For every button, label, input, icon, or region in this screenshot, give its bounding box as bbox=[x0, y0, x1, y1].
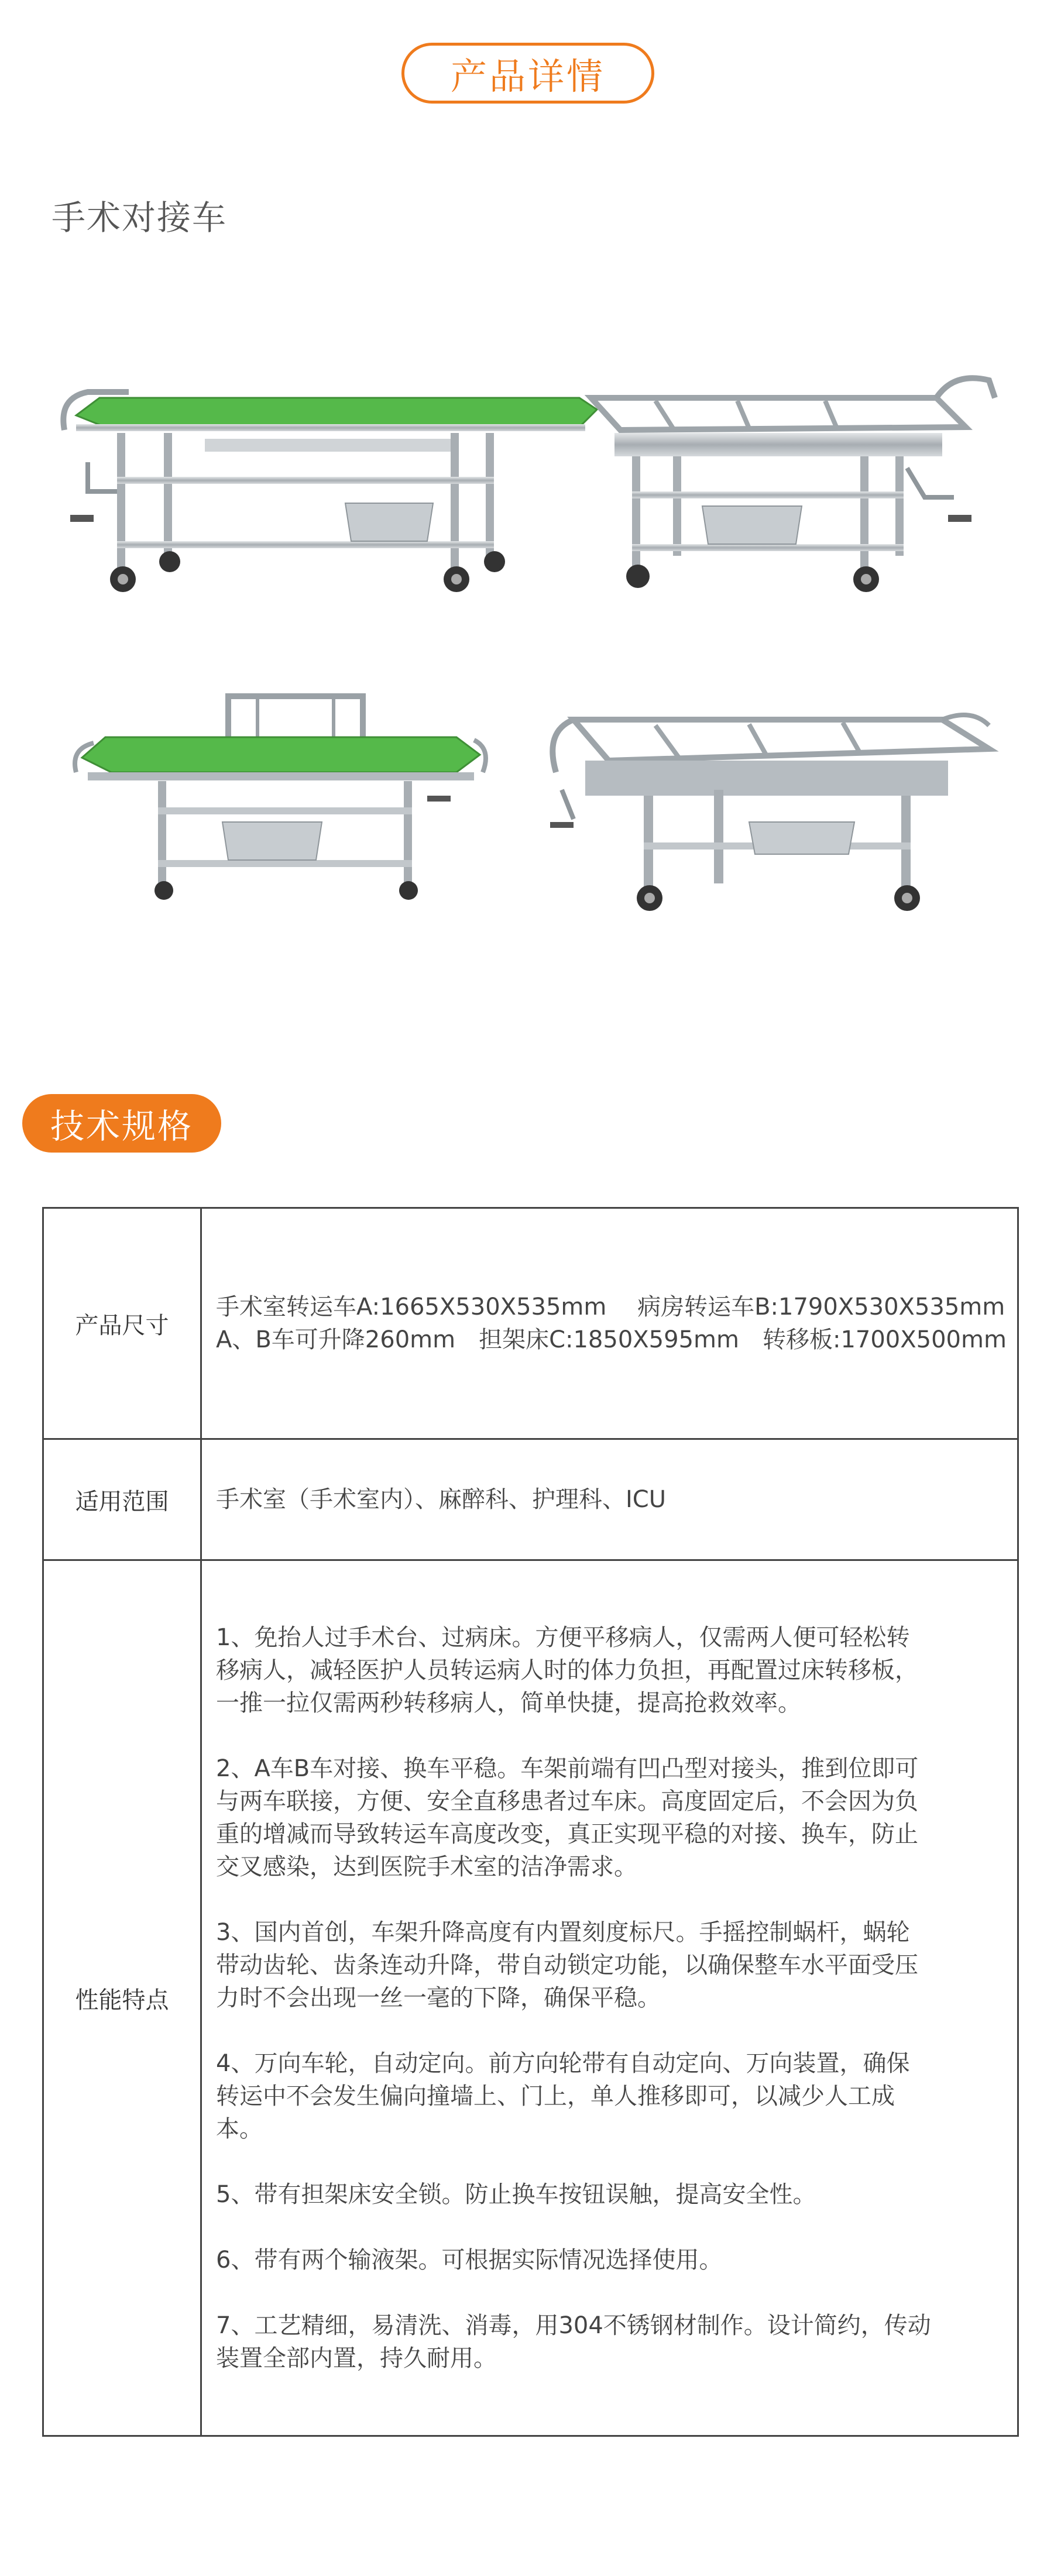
feature-line: 2、A车B车对接、换车平稳。车架前端有凹凸型对接头，推到位即可 bbox=[216, 1755, 919, 1782]
row-label: 适用范围 bbox=[44, 1440, 202, 1559]
feature-line: 重的增减而导致转运车高度改变，真正实现平稳的对接、换车，防止 bbox=[216, 1821, 918, 1848]
product-name: 手术对接车 bbox=[52, 198, 228, 238]
docked-carts-photo bbox=[53, 374, 1001, 608]
frame-cart-photo bbox=[538, 702, 1007, 919]
feature-line: 本。 bbox=[216, 2116, 263, 2142]
row-value bbox=[202, 1440, 1017, 1559]
spec-section-title: 技术规格 bbox=[50, 1106, 193, 1146]
feature-line: 带动齿轮、齿条连动升降，带自动锁定功能，以确保整车水平面受压 bbox=[216, 1952, 918, 1979]
feature-item bbox=[216, 2244, 1003, 2276]
feature-line: 力时不会出现一丝一毫的下降，确保平稳。 bbox=[216, 1985, 661, 2011]
feature-item bbox=[216, 1621, 1003, 1719]
row-label: 产品尺寸 bbox=[44, 1209, 202, 1438]
feature-line: 一推一拉仅需两秒转移病人，简单快捷，提高抢救效率。 bbox=[216, 1690, 801, 1717]
feature-line: 移病人，减轻医护人员转运病人时的体力负担，再配置过床转移板， bbox=[216, 1657, 918, 1684]
size-line: A、B车可升降260mm 担架床C:1850X595mm 转移板:1700X500mm bbox=[216, 1326, 1007, 1353]
section-header-pill bbox=[401, 43, 654, 104]
feature-line: 转运中不会发生偏向撞墙上、门上，单人推移即可，以减少人工成 bbox=[216, 2083, 895, 2110]
feature-item bbox=[216, 1752, 1003, 1883]
row-label: 性能特点 bbox=[44, 1561, 202, 2435]
feature-item bbox=[216, 2178, 1003, 2211]
table-row-features bbox=[44, 1561, 1017, 2435]
features-list bbox=[202, 1561, 1017, 2435]
feature-line: 1、免抬人过手术台、过病床。方便平移病人，仅需两人便可轻松转 bbox=[216, 1624, 910, 1651]
feature-line: 7、工艺精细，易清洗、消毒，用304不锈钢材制作。设计简约，传动 bbox=[216, 2312, 931, 2339]
feature-line: 装置全部内置，持久耐用。 bbox=[216, 2345, 497, 2372]
stretcher-bed-photo bbox=[70, 685, 503, 901]
feature-line: 3、国内首创，车架升降高度有内置刻度标尺。手摇控制蜗杆，蜗轮 bbox=[216, 1919, 910, 1946]
size-line: 手术室转运车A:1665X530X535mm 病房转运车B:1790X530X535mm bbox=[216, 1294, 1005, 1320]
feature-item bbox=[216, 2309, 1003, 2375]
feature-line: 交叉感染，达到医院手术室的洁净需求。 bbox=[216, 1853, 637, 1880]
table-row-size bbox=[44, 1209, 1017, 1440]
feature-item bbox=[216, 2047, 1003, 2145]
spec-table bbox=[42, 1207, 1019, 2437]
feature-item bbox=[216, 1916, 1003, 2014]
row-value bbox=[202, 1209, 1017, 1438]
feature-line: 6、带有两个输液架。可根据实际情况选择使用。 bbox=[216, 2247, 723, 2274]
feature-line: 与两车联接，方便、安全直移患者过车床。高度固定后，不会因为负 bbox=[216, 1788, 918, 1815]
feature-line: 5、带有担架床安全锁。防止换车按钮误触，提高安全性。 bbox=[216, 2181, 816, 2208]
table-row-scope bbox=[44, 1440, 1017, 1561]
spec-section-tab bbox=[22, 1094, 221, 1153]
section-header-title: 产品详情 bbox=[450, 54, 605, 98]
feature-line: 4、万向车轮，自动定向。前方向轮带有自动定向、万向装置，确保 bbox=[216, 2050, 910, 2077]
scope-line: 手术室（手术室内）、麻醉科、护理科、ICU bbox=[216, 1486, 667, 1513]
